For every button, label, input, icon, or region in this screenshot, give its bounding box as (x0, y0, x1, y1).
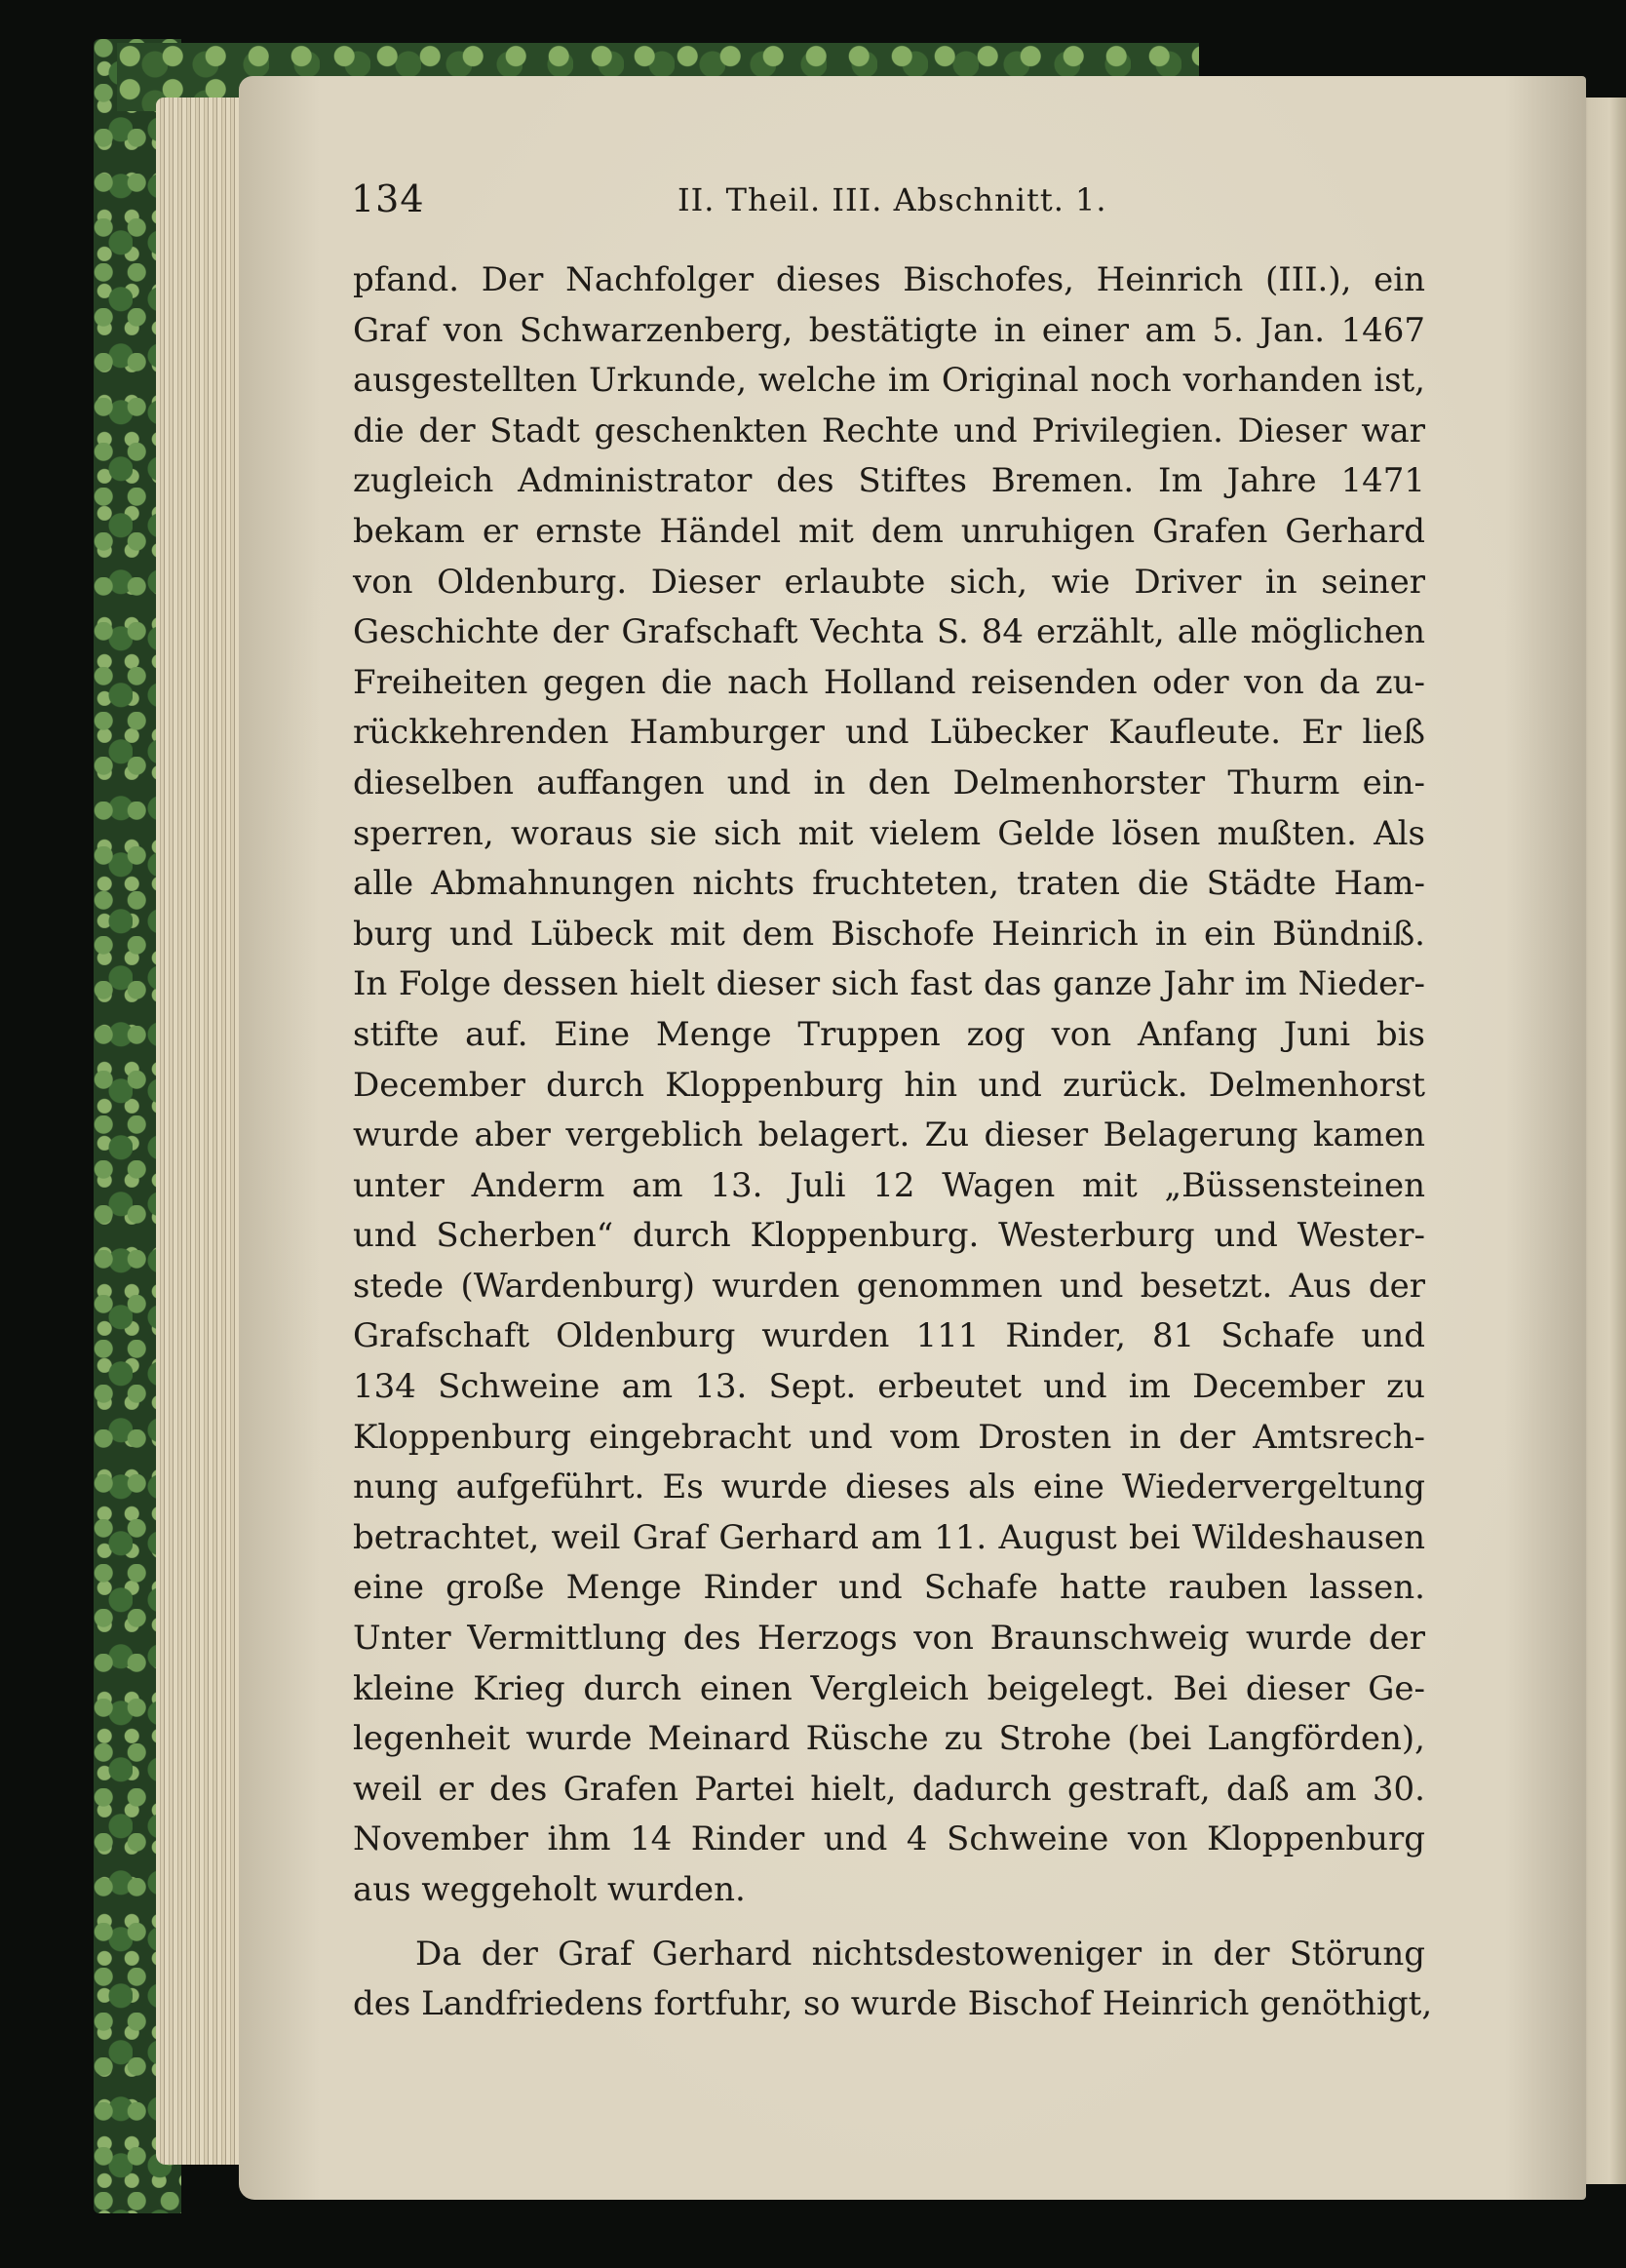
text-line: Freiheiten gegen die nach Holland reisenden oder von da zu- (353, 662, 1425, 702)
running-head: II. Theil. III. Abschnitt. 1. (678, 181, 1107, 218)
text-line: unter Anderm am 13. Juli 12 Wagen mit „Büssensteinen (353, 1165, 1425, 1205)
text-line: alle Abmahnungen nichts fruchteten, traten die Städte Ham- (353, 864, 1425, 904)
text-line: eine große Menge Rinder und Schafe hatte rauben lassen. (353, 1568, 1425, 1608)
text-line: Grafschaft Oldenburg wurden 111 Rinder, 81 Schafe und (353, 1316, 1425, 1356)
text-line: stede (Wardenburg) wurden genommen und besetzt. Aus der (353, 1266, 1425, 1306)
text-line: December durch Kloppenburg hin und zurück. Delmenhorst (353, 1065, 1425, 1105)
text-line: zugleich Administrator des Stiftes Bremen. Im Jahre 1471 (353, 461, 1425, 501)
text-line: burg und Lübeck mit dem Bischofe Heinrich in ein Bündniß. (353, 914, 1425, 954)
text-line: dieselben auffangen und in den Delmenhorster Thurm ein- (353, 763, 1425, 802)
text-line: und Scherben“ durch Kloppenburg. Westerburg und Wester- (353, 1216, 1425, 1256)
text-line: wurde aber vergeblich belagert. Zu dieser Belagerung kamen (353, 1115, 1425, 1155)
text-line: sperren, woraus sie sich mit vielem Gelde lösen mußten. Als (353, 813, 1425, 853)
text-line: November ihm 14 Rinder und 4 Schweine von Kloppenburg (353, 1819, 1425, 1859)
text-line: die der Stadt geschenkten Rechte und Privilegien. Dieser war (353, 411, 1425, 450)
text-line: bekam er ernste Händel mit dem unruhigen Grafen Gerhard (353, 511, 1425, 551)
text-line: Graf von Schwarzenberg, bestätigte in einer am 5. Jan. 1467 (353, 310, 1425, 350)
text-line: rückkehrenden Hamburger und Lübecker Kaufleute. Er ließ (353, 713, 1425, 753)
page-number: 134 (351, 177, 425, 220)
paragraph (353, 255, 1425, 1916)
text-line: 134 Schweine am 13. Sept. erbeutet und im December zu (353, 1367, 1425, 1407)
text-line: nung aufgeführt. Es wurde dieses als eine Wiedervergeltung (353, 1467, 1425, 1507)
text-line: kleine Krieg durch einen Vergleich beigelegt. Bei dieser Ge- (353, 1668, 1425, 1708)
text-line: Unter Vermittlung des Herzogs von Braunschweig wurde der (353, 1619, 1425, 1659)
text-line: Geschichte der Grafschaft Vechta S. 84 erzählt, alle möglichen (353, 612, 1425, 652)
page-edges (156, 98, 244, 2165)
text-line: ausgestellten Urkunde, welche im Original noch vorhanden ist, (353, 361, 1425, 401)
text-line: legenheit wurde Meinard Rüsche zu Strohe (bei Langförden), (353, 1719, 1425, 1759)
page-header (351, 177, 1433, 236)
body-text (353, 255, 1433, 2030)
text-line: betrachtet, weil Graf Gerhard am 11. August bei Wildeshausen (353, 1517, 1425, 1557)
text-line: von Oldenburg. Dieser erlaubte sich, wie Driver in seiner (353, 562, 1425, 602)
text-line: stifte auf. Eine Menge Truppen zog von Anfang Juni bis (353, 1014, 1425, 1054)
text-line: In Folge dessen hielt dieser sich fast das ganze Jahr im Nieder- (353, 964, 1425, 1004)
text-line: Kloppenburg eingebracht und vom Drosten in der Amtsrech- (353, 1417, 1425, 1457)
paragraph (353, 1930, 1433, 2030)
text-line: Da der Graf Gerhard nichtsdestoweniger in der Störung (415, 1934, 1425, 1974)
paragraph-gap (353, 1916, 1425, 1930)
text-line: weil er des Grafen Partei hielt, dadurch gestraft, daß am 30. (353, 1769, 1425, 1809)
text-line: aus weggeholt wurden. (353, 1870, 746, 1909)
text-line: pfand. Der Nachfolger dieses Bischofes, Heinrich (III.), ein (353, 260, 1425, 299)
text-line: des Landfriedens fortfuhr, so wurde Bischof Heinrich genöthigt, (353, 1984, 1433, 2024)
